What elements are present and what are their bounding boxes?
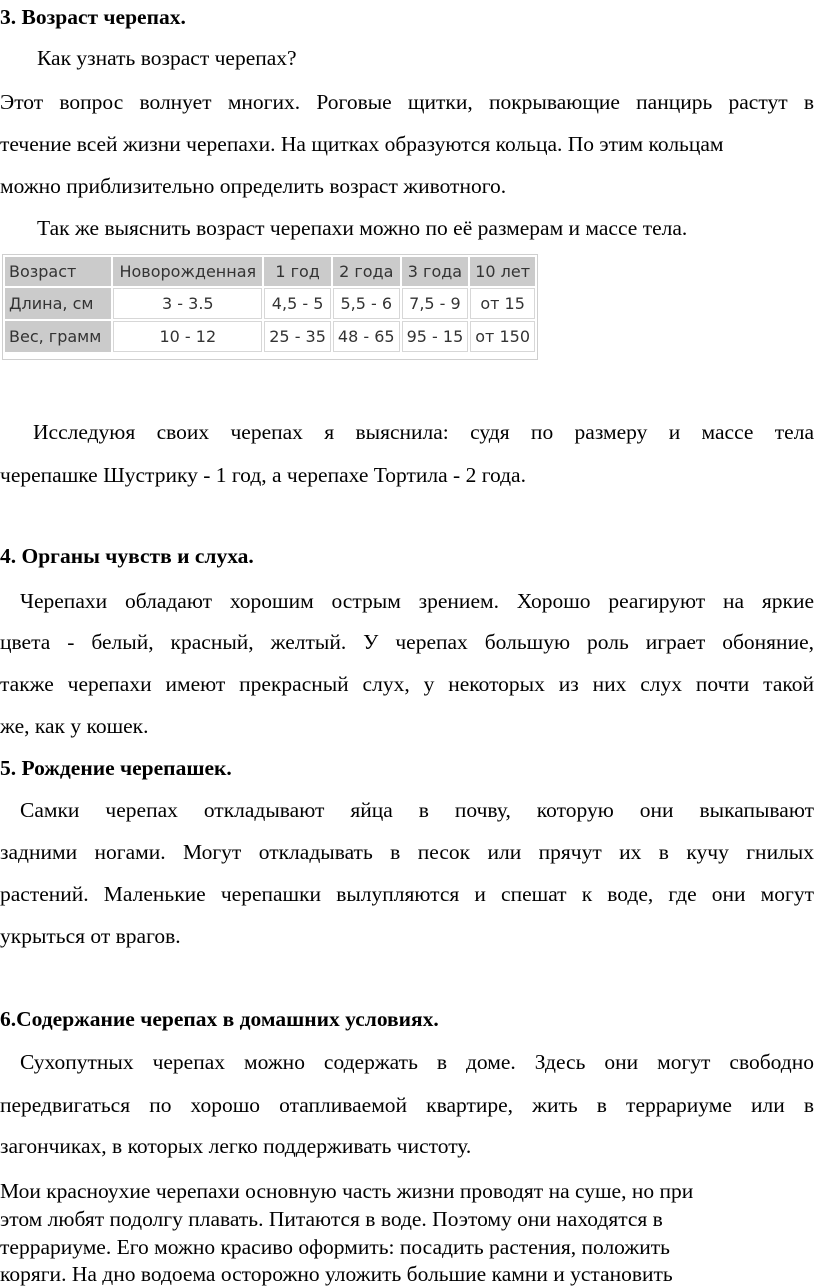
table-cell: 25 - 35 xyxy=(264,321,331,352)
section-5-para-line4: укрыться от врагов. xyxy=(0,924,181,948)
table-header-cell: Возраст xyxy=(5,257,111,286)
section-6-para1-line1: Сухопутных черепах можно содержать в доме. Здесь они могут свободно xyxy=(20,1050,814,1074)
section-6-para2-line4: коряги. На дно водоема осторожно уложить большие камни и установить xyxy=(0,1262,673,1286)
table-row-label: Длина, см xyxy=(5,288,111,319)
table-header-cell: 2 года xyxy=(333,257,400,286)
section-6-para2-line1: Мои красноухие черепахи основную часть жизни проводят на суше, но при xyxy=(0,1179,694,1203)
table-header-cell: 1 год xyxy=(264,257,331,286)
section-5-para-line2: задними ногами. Могут откладывать в песок или прячут их в кучу гнилых xyxy=(0,840,814,864)
section-3-para1-line2: течение всей жизни черепахи. На щитках образуются кольца. По этим кольцам xyxy=(0,132,724,156)
table-cell: 48 - 65 xyxy=(333,321,400,352)
section-4-para-line3: также черепахи имеют прекрасный слух, у некоторых из них слух почти такой xyxy=(0,672,814,696)
table-header-row xyxy=(5,257,535,286)
section-5-para-line1: Самки черепах откладывают яйца в почву, которую они выкапывают xyxy=(20,798,814,822)
table-header-cell: 3 года xyxy=(402,257,469,286)
section-6-para2-line2: этом любят подолгу плавать. Питаются в воде. Поэтому они находятся в xyxy=(0,1207,663,1231)
section-4-para-line1: Черепахи обладают хорошим острым зрением. Хорошо реагируют на яркие xyxy=(20,589,814,613)
table-cell: 10 - 12 xyxy=(113,321,262,352)
section-3-para1-line3: можно приблизительно определить возраст животного. xyxy=(0,174,507,198)
table-header-cell: Новорожденная xyxy=(113,257,262,286)
table-cell: 5,5 - 6 xyxy=(333,288,400,319)
table-cell: 3 - 3.5 xyxy=(113,288,262,319)
table-cell: от 15 xyxy=(470,288,535,319)
section-6-para1-line2: передвигаться по хорошо отапливаемой квартире, жить в террариуме или в xyxy=(0,1093,814,1117)
section-4-para-line2: цвета - белый, красный, желтый. У черепах большую роль играет обоняние, xyxy=(0,630,814,654)
table-cell: от 150 xyxy=(470,321,535,352)
section-3-para2: Так же выяснить возраст черепахи можно по её размерам и массе тела. xyxy=(37,216,688,240)
section-3-para3-line1: Исследуюя своих черепах я выяснила: судя по размеру и массе тела xyxy=(33,420,814,444)
table-row-label: Вес, грамм xyxy=(5,321,111,352)
section-4-heading: 4. Органы чувств и слуха. xyxy=(0,544,254,568)
section-4-para-line4: же, как у кошек. xyxy=(0,714,149,738)
section-6-para1-line3: загончиках, в которых легко поддерживать чистоту. xyxy=(0,1134,472,1158)
table-cell: 95 - 15 xyxy=(402,321,469,352)
section-3-heading: 3. Возраст черепах. xyxy=(0,5,186,29)
section-5-para-line3: растений. Маленькие черепашки вылупляются и спешат к воде, где они могут xyxy=(0,882,814,906)
table-row xyxy=(5,321,535,352)
table-header-cell: 10 лет xyxy=(470,257,535,286)
section-3-para3-line2: черепашке Шустрику - 1 год, а черепахе Тортила - 2 года. xyxy=(0,463,526,487)
section-6-heading: 6.Содержание черепах в домашних условиях. xyxy=(0,1007,439,1031)
table-cell: 4,5 - 5 xyxy=(264,288,331,319)
table-row xyxy=(5,288,535,319)
section-3-question: Как узнать возраст черепах? xyxy=(37,46,297,70)
section-3-para1-line1: Этот вопрос волнует многих. Роговые щитки, покрывающие панцирь растут в xyxy=(0,90,814,114)
table-cell: 7,5 - 9 xyxy=(402,288,469,319)
section-6-para2-line3: террариуме. Его можно красиво оформить: посадить растения, положить xyxy=(0,1235,670,1259)
section-5-heading: 5. Рождение черепашек. xyxy=(0,756,232,780)
age-table xyxy=(2,254,538,360)
